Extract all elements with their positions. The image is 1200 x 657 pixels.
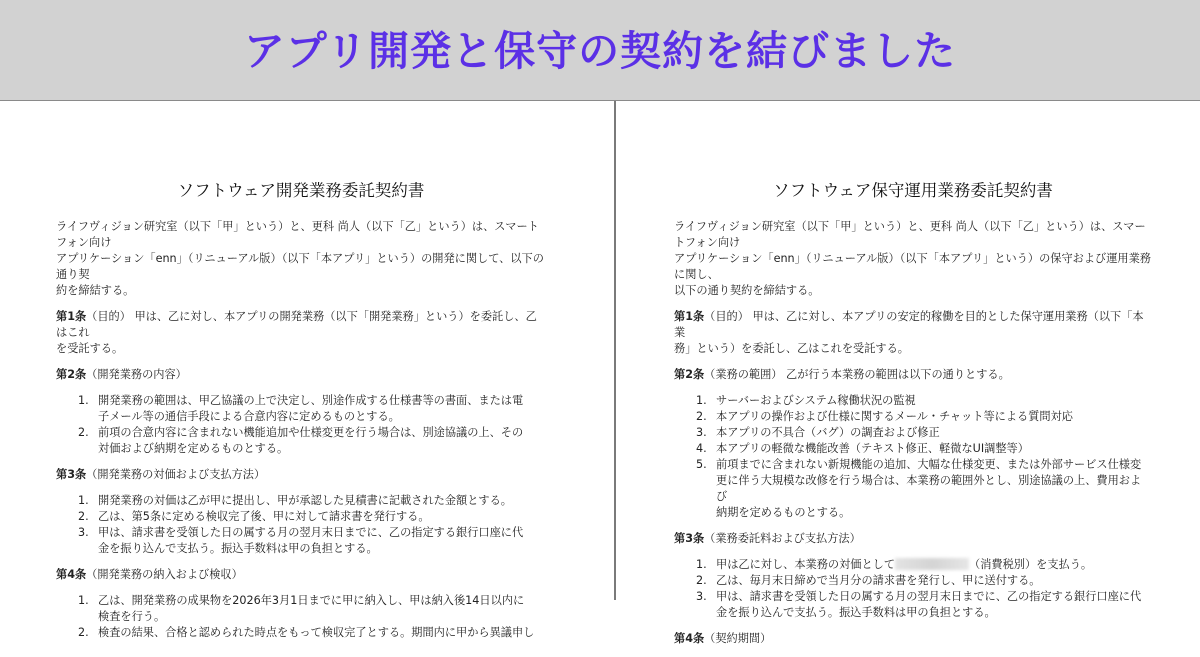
article-text: （開発業務の納入および検収） [86,568,243,581]
article-number: 第3条 [56,468,87,481]
article-4-heading [56,567,546,583]
article-3-list [674,557,1152,621]
list-item: 3. 甲は、請求書を受領した日の属する月の翌月末日までに、乙の指定する銀行口座に代 金を振り込んで支払う。振込手数料は甲の負担とする。 [78,526,524,555]
left-document-page [0,101,614,639]
list-item: 1. サーバーおよびシステム稼働状況の監視 [696,394,916,407]
article-4-list [56,593,546,641]
article-2-list [56,393,546,457]
list-item: 1. 開発業務の対価は乙が甲に提出し、甲が承認した見積書に記載された金額とする。 [78,494,512,507]
redacted-amount [895,558,969,570]
article-1 [674,309,1152,357]
list-item: 1. 乙は、開発業務の成果物を2026年3月1日までに甲に納入し、甲は納入後14日以内に 検査を行う。 [78,594,525,623]
article-2-list [674,393,1152,521]
article-text: （業務委託料および支払方法） [704,532,861,545]
list-item: 1. 甲は乙に対し、本業務の対価として （消費税別）を支払う。 [696,558,1093,571]
article-number: 第2条 [674,368,705,381]
article-number: 第1条 [56,310,87,323]
list-item: 1. 開発業務の範囲は、甲乙協議の上で決定し、別途作成する仕様書等の書面、または電 子メール等の通信手段による合意内容に定めるものとする。 [78,394,524,423]
intro-paragraph: ライフヴィジョン研究室（以下「甲」という）と、更科 尚人（以下「乙」という）は、スマートフォン向け アプリケーション「enn」（リニューアル版）（以下「本アプリ」という）の開発に関して、以下の通り契 約を締結する。 [56,220,544,297]
article-text: （開発業務の内容） [86,368,187,381]
list-item: 2. 乙は、第5条に定める検収完了後、甲に対して請求書を発行する。 [78,510,430,523]
article-number: 第4条 [56,568,87,581]
development-contract [56,181,546,651]
article-text: （業務の範囲） 乙が行う本業務の範囲は以下の通りとする。 [704,368,1010,381]
header-banner [0,0,1200,101]
article-4-heading [674,631,1152,647]
document-title: ソフトウェア開発業務委託契約書 [177,181,425,200]
intro-paragraph: ライフヴィジョン研究室（以下「甲」という）と、更科 尚人（以下「乙」という）は、スマートフォン向け アプリケーション「enn」（リニューアル版）（以下「本アプリ」という）の保守および運用業務に関し、 以下の通り契約を締結する。 [674,220,1151,297]
article-text: （目的） 甲は、乙に対し、本アプリの開発業務（以下「開発業務」という）を委託し、乙はこれ を受託する。 [56,310,537,355]
article-text: （契約期間） [704,632,772,645]
maintenance-contract [674,181,1152,657]
right-document-page [616,101,1200,645]
article-1 [56,309,546,357]
banner-title: アプリ開発と保守の契約を結びました [243,26,957,75]
article-3-heading [674,531,1152,547]
article-number: 第4条 [674,632,705,645]
article-number: 第1条 [674,310,705,323]
list-item: 2. 前項の合意内容に含まれない機能追加や仕様変更を行う場合は、別途協議の上、その 対価および納期を定めるものとする。 [78,426,524,455]
article-number: 第3条 [674,532,705,545]
list-item: 3. 甲は、請求書を受領した日の属する月の翌月末日までに、乙の指定する銀行口座に代 金を振り込んで支払う。振込手数料は甲の負担とする。 [696,590,1142,619]
list-item: 3. 本アプリの不具合（バグ）の調査および修正 [696,426,940,439]
article-3-list [56,493,546,557]
list-item: 2. 本アプリの操作および仕様に関するメール・チャット等による質問対応 [696,410,1073,423]
list-item: 2. 検査の結果、合格と認められた時点をもって検収完了とする。期間内に甲から異議申し [78,626,535,639]
article-text: （目的） 甲は、乙に対し、本アプリの安定的稼働を目的とした保守運用業務（以下「本業 務」という）を委託し、乙はこれを受託する。 [674,310,1144,355]
article-text: （開発業務の対価および支払方法） [86,468,266,481]
document-title: ソフトウェア保守運用業務委託契約書 [773,181,1053,200]
article-number: 第2条 [56,368,87,381]
list-item: 5. 前項までに含まれない新規機能の追加、大幅な仕様変更、または外部サービス仕様変 更に伴う大規模な改修を行う場合は、本業務の範囲外とし、別途協議の上、費用および 納期を定めるものとする。 [696,458,1142,519]
list-item: 2. 乙は、毎月末日締めで当月分の請求書を発行し、甲に送付する。 [696,574,1041,587]
article-3-heading [56,467,546,483]
article-2-heading [56,367,546,383]
article-2-heading [674,367,1152,383]
list-item: 4. 本アプリの軽微な機能改善（テキスト修正、軽微なUI調整等） [696,442,1029,455]
